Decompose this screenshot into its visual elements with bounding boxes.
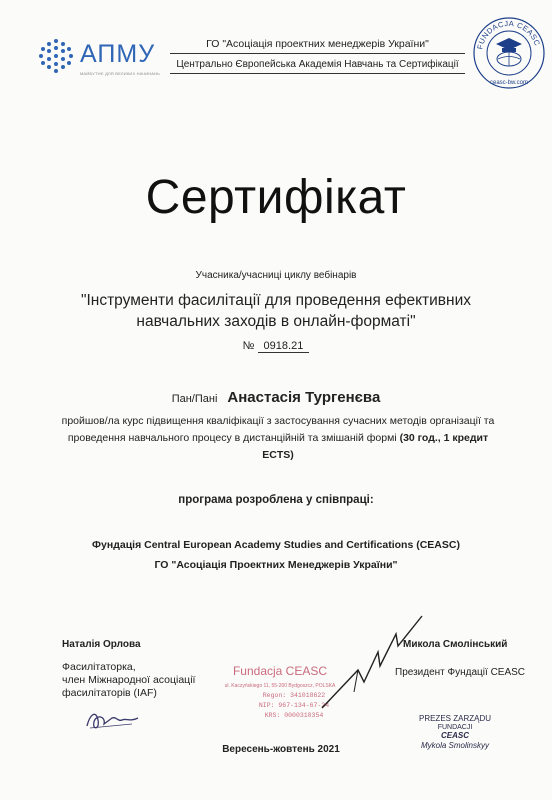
left-role-line-3: фасилітаторів (IAF) (62, 687, 157, 699)
org-line-1: ГО "Асоціація проектних менеджерів України" (206, 38, 429, 50)
course-description-hours: (30 год., 1 кредит ECTS) (262, 432, 489, 461)
partner-1: Фундація Central European Academy Studies and Certifications (CEASC) (92, 539, 460, 551)
header-rule-top (170, 53, 465, 54)
left-signatory-role (62, 661, 195, 700)
president-stamp-line-3: CEASC (440, 731, 470, 740)
right-signatory-role: Президент Фундації CEASC (395, 667, 526, 678)
stamp-line-4: NIP: 967-134-67-24 (258, 702, 330, 709)
org-line-2: Центрально Європейська Академія Навчань та Сертифікації (176, 59, 459, 70)
president-stamp-line-2: FUNDACJI (437, 724, 473, 731)
apmu-logo-icon (38, 38, 74, 74)
ceasc-seal-icon (472, 14, 546, 92)
course-description (55, 413, 501, 464)
apmu-logo-text: АПМУ (80, 40, 156, 68)
recipient-name: Анастасія Тургенєва (227, 389, 381, 406)
partner-2: ГО "Асоціація Проектних Менеджерів України" (154, 559, 398, 571)
stamp-line-3: Regon: 341018622 (262, 692, 326, 699)
apmu-logo-subtitle: МАЙБУТНЄ ДЛЯ ВЕЛИКИХ НАЧИНАНЬ (80, 71, 161, 76)
stamp-line-5: KRS: 0000310354 (264, 712, 324, 719)
stamp-line-1: Fundacja CEASC (232, 664, 328, 678)
stamp-line-2: ul. Kaczyńskiego 11, 55-200 Bydgoszcz, POLSKA (224, 683, 336, 689)
certificate-number-prefix: № (242, 340, 255, 352)
president-stamp-line-4: Mykola Smolinskyy (420, 741, 490, 750)
cooperation-heading: програма розроблена у співпраці: (178, 494, 374, 506)
certificate-number-value: 0918.21 (258, 340, 310, 353)
right-signatory-name: Микола Смолінський (403, 639, 508, 650)
seal-ring-text: FUNDACJA CEASC (475, 18, 542, 51)
left-signature-icon (82, 700, 142, 736)
left-role-line-2: член Міжнародної асоціації (62, 674, 196, 686)
certificate-number (0, 340, 552, 352)
participant-label: Учасника/учасниці циклу вебінарів (195, 270, 357, 281)
left-role-line-1: Фасилітаторка, (62, 661, 136, 673)
recipient-honorific: Пан/Пані (171, 393, 218, 405)
seal-url: ceasc-bw.com (489, 80, 529, 86)
president-stamp-line-1: PREZES ZARZĄDU (418, 714, 492, 723)
certificate-title: Сертифікат (145, 171, 407, 224)
right-signature-icon (318, 612, 428, 712)
left-signatory-name: Наталія Орлова (62, 639, 141, 650)
course-description-text: пройшов/ла курс підвищення кваліфікації з застосування сучасних методів організації та проведення навчального процесу в дистанційній та змішаній формі (61, 415, 495, 444)
course-title: "Інструменти фасилітації для проведення ефективних навчальних заходів в онлайн-форматі" (80, 292, 472, 330)
recipient-row (0, 389, 552, 407)
issue-date: Вересень-жовтень 2021 (222, 744, 340, 755)
header-rule-bottom (170, 73, 465, 74)
